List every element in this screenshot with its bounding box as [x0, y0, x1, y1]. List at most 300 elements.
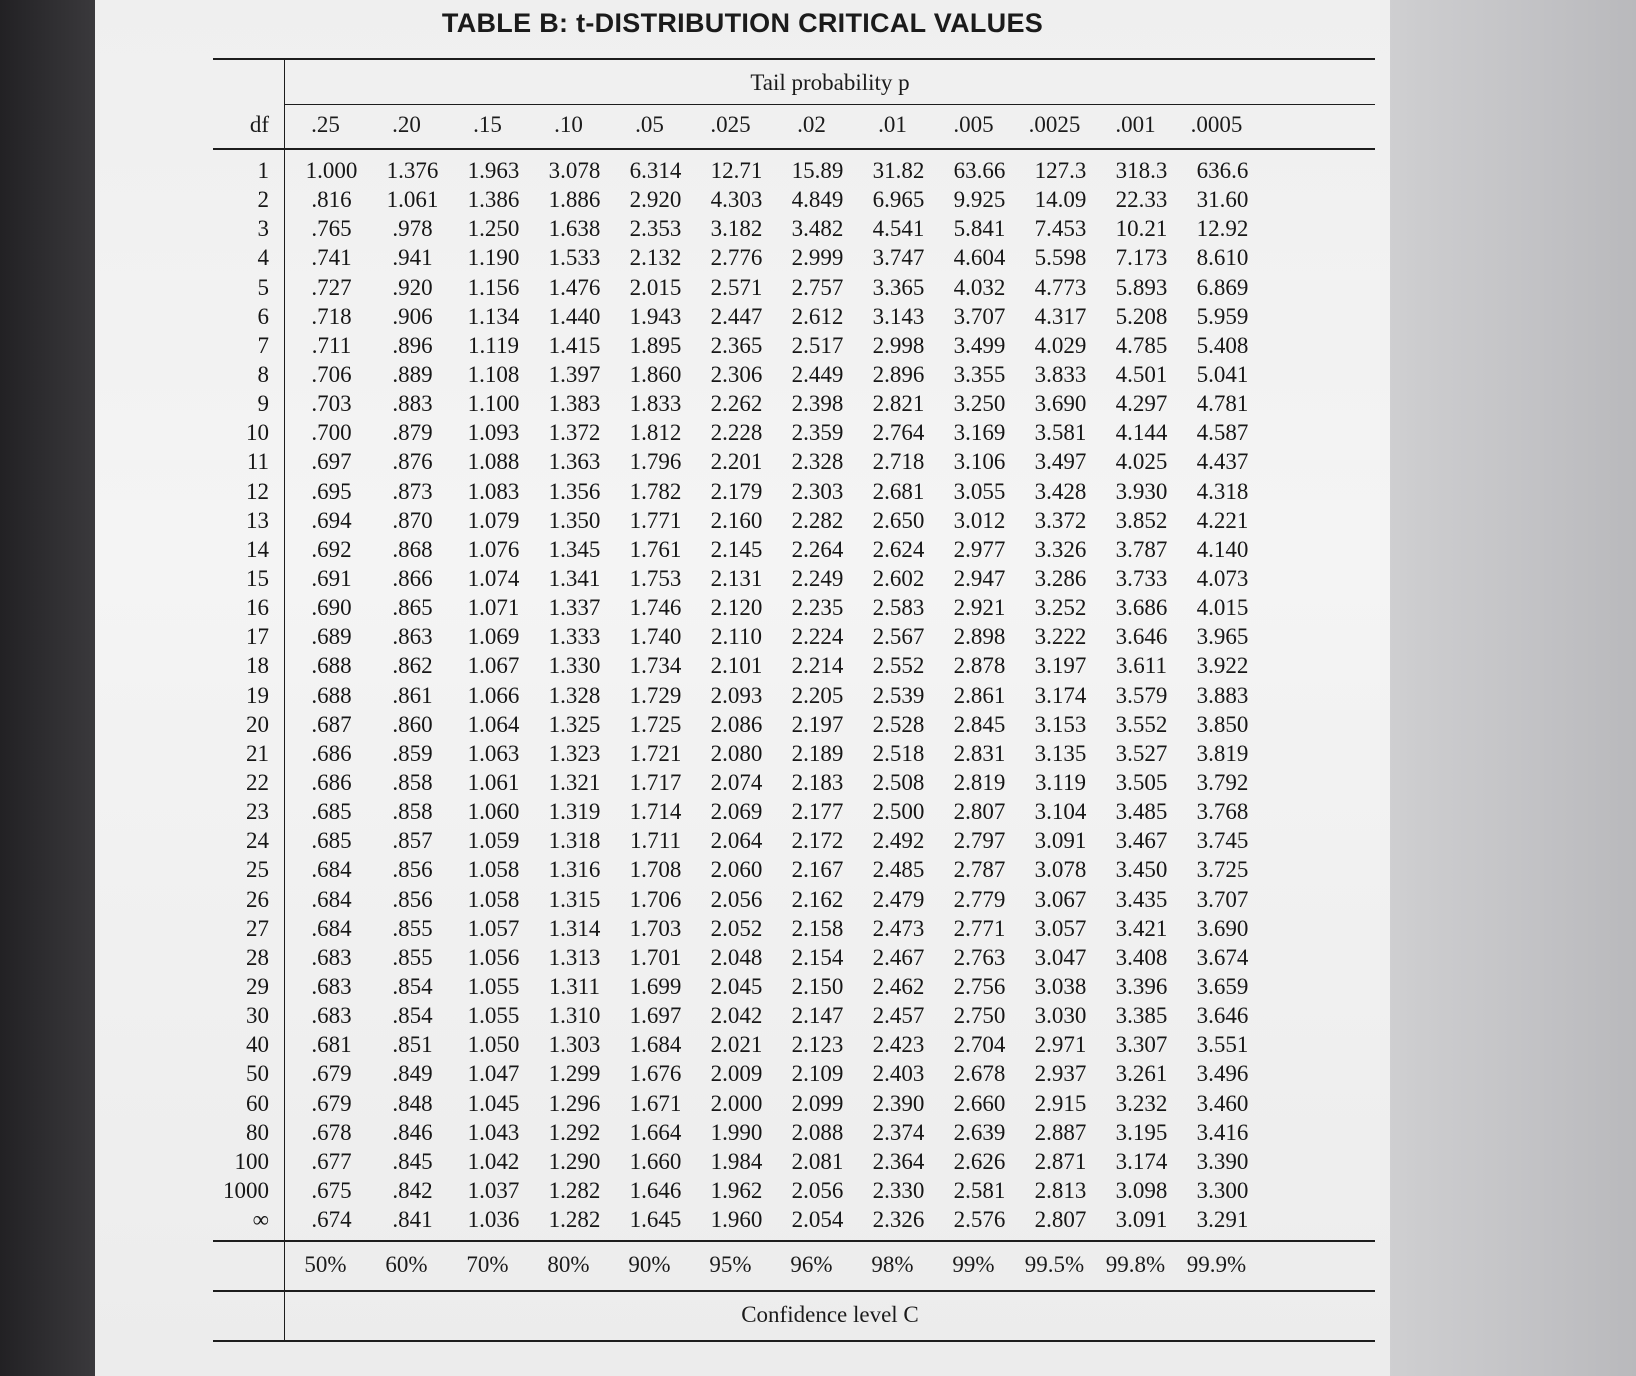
critical-value-cell: 1.156: [467, 274, 520, 300]
critical-value-cell: 5.893: [1115, 274, 1168, 300]
df-cell: 60: [246, 1090, 269, 1116]
critical-value-cell: 1.440: [548, 303, 601, 329]
critical-value-cell: 3.460: [1196, 1090, 1249, 1116]
critical-value-cell: 3.482: [791, 216, 844, 242]
critical-value-cell: 2.060: [710, 857, 763, 883]
table-row: [213, 681, 1375, 710]
critical-value-cell: 1.415: [548, 332, 601, 358]
critical-value-cell: 3.047: [1034, 944, 1087, 970]
table-row: [213, 914, 1375, 943]
critical-value-cell: 3.646: [1115, 624, 1168, 650]
critical-value-cell: 1.984: [710, 1148, 763, 1174]
critical-value-cell: 1.069: [467, 624, 520, 650]
df-cell: 40: [246, 1032, 269, 1058]
critical-value-cell: 4.501: [1115, 361, 1168, 387]
critical-value-cell: 3.611: [1116, 653, 1167, 679]
critical-value-cell: 2.179: [710, 478, 763, 504]
critical-value-cell: 1.088: [467, 449, 520, 475]
row-values: [291, 1118, 1263, 1147]
critical-value-cell: 3.067: [1034, 886, 1087, 912]
critical-value-cell: .677: [311, 1148, 352, 1174]
critical-value-cell: .883: [392, 391, 433, 417]
df-cell: 4: [257, 245, 269, 271]
critical-value-cell: 1.350: [548, 507, 601, 533]
critical-value-cell: .765: [311, 216, 352, 242]
row-values: [291, 535, 1263, 564]
critical-value-cell: 2.467: [872, 944, 925, 970]
table-row: [213, 564, 1375, 593]
critical-value-cell: 5.598: [1034, 245, 1087, 271]
table-row: [213, 389, 1375, 418]
critical-value-cell: 2.528: [872, 711, 925, 737]
critical-value-cell: 2.571: [710, 274, 763, 300]
critical-value-cell: 2.150: [791, 973, 844, 999]
critical-value-cell: 3.365: [872, 274, 925, 300]
table-row: [213, 622, 1375, 651]
critical-value-cell: .863: [392, 624, 433, 650]
critical-value-cell: 1.711: [630, 828, 681, 854]
table-row: [213, 972, 1375, 1001]
critical-value-cell: 2.303: [791, 478, 844, 504]
critical-value-cell: 2.045: [710, 973, 763, 999]
critical-value-cell: .690: [311, 595, 352, 621]
critical-value-cell: 1.067: [467, 653, 520, 679]
row-values: [291, 506, 1263, 535]
df-cell: 12: [246, 478, 269, 504]
critical-value-cell: 1.646: [629, 1177, 682, 1203]
critical-value-cell: 3.505: [1115, 769, 1168, 795]
critical-value-cell: 2.326: [872, 1207, 925, 1233]
critical-value-cell: .858: [392, 769, 433, 795]
critical-value-cell: 1.042: [467, 1148, 520, 1174]
critical-value-cell: .697: [311, 449, 352, 475]
table-row: [213, 506, 1375, 535]
df-cell: 16: [246, 595, 269, 621]
critical-value-cell: 2.718: [872, 449, 925, 475]
critical-value-cell: 2.639: [953, 1119, 1006, 1145]
critical-value-cell: 1.638: [548, 216, 601, 242]
critical-value-cell: 1.071: [467, 595, 520, 621]
critical-value-cell: 3.174: [1034, 682, 1087, 708]
critical-value-cell: .866: [392, 565, 433, 591]
critical-value-cell: 3.291: [1196, 1207, 1249, 1233]
row-values: [291, 156, 1263, 185]
critical-value-cell: 4.029: [1034, 332, 1087, 358]
critical-value-cell: 3.467: [1115, 828, 1168, 854]
critical-value-cell: 3.307: [1115, 1032, 1168, 1058]
critical-value-cell: .674: [311, 1207, 352, 1233]
critical-value-cell: 3.581: [1034, 420, 1087, 446]
critical-value-cell: 4.015: [1196, 595, 1249, 621]
critical-value-cell: 3.690: [1034, 391, 1087, 417]
critical-value-cell: 7.453: [1034, 216, 1087, 242]
critical-value-cell: 1.108: [467, 361, 520, 387]
confidence-level-label: Confidence level C: [741, 1302, 919, 1327]
critical-value-cell: 3.078: [1034, 857, 1087, 883]
table-row: [213, 156, 1375, 185]
critical-value-cell: 2.160: [710, 507, 763, 533]
critical-value-cell: 3.252: [1034, 595, 1087, 621]
critical-value-cell: 3.579: [1115, 682, 1168, 708]
tail-probability-header: .02: [797, 112, 826, 137]
critical-value-cell: 3.174: [1115, 1148, 1168, 1174]
critical-value-cell: 2.189: [791, 740, 844, 766]
critical-value-cell: .695: [311, 478, 352, 504]
critical-value-cell: 2.473: [872, 915, 925, 941]
critical-value-cell: 2.015: [629, 274, 682, 300]
critical-value-cell: 2.145: [710, 536, 763, 562]
tail-rule: [285, 104, 1375, 105]
critical-value-cell: 3.078: [548, 158, 601, 183]
critical-value-cell: 1.383: [548, 391, 601, 417]
critical-value-cell: 1.363: [548, 449, 601, 475]
table-row: [213, 651, 1375, 680]
critical-value-cell: 2.374: [872, 1119, 925, 1145]
critical-value-cell: 3.787: [1115, 536, 1168, 562]
critical-value-cell: 2.500: [872, 799, 925, 825]
critical-value-cell: 2.064: [710, 828, 763, 854]
row-values: [291, 1147, 1263, 1176]
critical-value-cell: 2.763: [953, 944, 1006, 970]
confidence-level-cell: 90%: [628, 1252, 671, 1277]
critical-value-cell: 3.153: [1034, 711, 1087, 737]
row-values: [291, 360, 1263, 389]
table-row: [213, 243, 1375, 272]
row-values: [291, 739, 1263, 768]
critical-value-cell: 3.659: [1196, 973, 1249, 999]
critical-value-cell: 1.746: [629, 595, 682, 621]
critical-value-cell: .727: [311, 274, 352, 300]
critical-value-cell: 2.479: [872, 886, 925, 912]
critical-value-cell: 2.120: [710, 595, 763, 621]
critical-value-cell: 2.771: [953, 915, 1006, 941]
row-values: [291, 564, 1263, 593]
tail-probability-header: .01: [878, 112, 907, 137]
critical-value-cell: 1.325: [548, 711, 601, 737]
table-row: [213, 447, 1375, 476]
critical-value-cell: 1.706: [629, 886, 682, 912]
df-cell: 14: [246, 536, 269, 562]
critical-value-cell: 4.221: [1196, 507, 1249, 533]
critical-value-cell: 7.173: [1115, 245, 1168, 271]
df-cell: 3: [257, 216, 269, 242]
critical-value-cell: 4.785: [1115, 332, 1168, 358]
critical-value-cell: 1.050: [467, 1032, 520, 1058]
critical-value-cell: 4.297: [1115, 391, 1168, 417]
critical-value-cell: .861: [392, 682, 433, 708]
critical-value-cell: 1.190: [467, 245, 520, 271]
confidence-level-cell: 99%: [952, 1252, 995, 1277]
critical-value-cell: 4.140: [1196, 536, 1249, 562]
df-cell: 7: [257, 332, 269, 358]
critical-value-cell: 31.82: [872, 158, 925, 183]
critical-value-cell: .873: [392, 478, 433, 504]
critical-value-cell: 2.552: [872, 653, 925, 679]
critical-value-cell: 1.886: [548, 187, 601, 213]
critical-value-cell: 3.104: [1034, 799, 1087, 825]
critical-value-cell: 2.999: [791, 245, 844, 271]
confidence-level-cell: 95%: [709, 1252, 752, 1277]
df-cell: 18: [246, 653, 269, 679]
critical-value-cell: 2.624: [872, 536, 925, 562]
critical-value-cell: 1.664: [629, 1119, 682, 1145]
critical-value-cell: 1.533: [548, 245, 601, 271]
critical-value-cell: 1.645: [629, 1207, 682, 1233]
critical-value-cell: 2.052: [710, 915, 763, 941]
critical-value-cell: 4.032: [953, 274, 1006, 300]
critical-value-cell: 2.750: [953, 1003, 1006, 1029]
row-values: [291, 943, 1263, 972]
critical-value-cell: 3.182: [710, 216, 763, 242]
critical-value-cell: 1.299: [548, 1061, 601, 1087]
critical-value-cell: 3.091: [1115, 1207, 1168, 1233]
critical-value-cell: 1.316: [548, 857, 601, 883]
critical-value-cell: 3.485: [1115, 799, 1168, 825]
critical-value-cell: 1.061: [386, 187, 439, 213]
critical-value-cell: 3.143: [872, 303, 925, 329]
critical-value-cell: 2.626: [953, 1148, 1006, 1174]
tail-probability-label: Tail probability p: [750, 70, 910, 95]
critical-value-cell: 14.09: [1034, 187, 1087, 213]
critical-value-cell: 2.576: [953, 1207, 1006, 1233]
tail-probability-header: .001: [1115, 112, 1156, 137]
critical-value-cell: .675: [311, 1177, 352, 1203]
critical-value-cell: .685: [311, 828, 352, 854]
row-values: [291, 885, 1263, 914]
critical-value-cell: 2.054: [791, 1207, 844, 1233]
critical-value-cell: 3.106: [953, 449, 1006, 475]
confidence-level-cell: 70%: [466, 1252, 509, 1277]
table-row: [213, 855, 1375, 884]
critical-value-cell: 3.690: [1196, 915, 1249, 941]
critical-value-cell: 1.943: [629, 303, 682, 329]
critical-value-cell: 2.201: [710, 449, 763, 475]
critical-value-cell: 1.963: [467, 158, 520, 183]
critical-value-cell: 2.920: [629, 187, 682, 213]
critical-value-cell: .678: [311, 1119, 352, 1145]
tail-probability-header: .15: [473, 112, 502, 137]
critical-value-cell: 2.977: [953, 536, 1006, 562]
critical-value-cell: 3.499: [953, 332, 1006, 358]
df-cell: 21: [246, 740, 269, 766]
critical-value-cell: 3.396: [1115, 973, 1168, 999]
df-cell: 8: [257, 361, 269, 387]
row-values: [291, 651, 1263, 680]
critical-value-cell: 3.725: [1196, 857, 1249, 883]
critical-value-cell: 3.057: [1034, 915, 1087, 941]
critical-value-cell: .896: [392, 332, 433, 358]
critical-value-cell: 2.650: [872, 507, 925, 533]
critical-value-cell: 1.782: [629, 478, 682, 504]
critical-value-cell: 2.306: [710, 361, 763, 387]
critical-value-cell: 5.208: [1115, 303, 1168, 329]
critical-value-cell: .845: [392, 1148, 433, 1174]
critical-value-cell: .688: [311, 682, 352, 708]
critical-value-cell: 5.408: [1196, 332, 1249, 358]
df-cell: 27: [246, 915, 269, 941]
df-cell: 80: [246, 1119, 269, 1145]
critical-value-cell: 2.807: [1034, 1207, 1087, 1233]
critical-value-cell: 12.92: [1196, 216, 1249, 242]
critical-value-cell: 2.764: [872, 420, 925, 446]
row-values: [291, 972, 1263, 1001]
critical-value-cell: 2.462: [872, 973, 925, 999]
critical-value-cell: 2.492: [872, 828, 925, 854]
critical-value-cell: 2.110: [711, 624, 762, 650]
critical-value-cell: 3.852: [1115, 507, 1168, 533]
critical-value-cell: 2.971: [1034, 1032, 1087, 1058]
critical-value-cell: 1.282: [548, 1177, 601, 1203]
critical-value-cell: 3.496: [1196, 1061, 1249, 1087]
critical-value-cell: 22.33: [1115, 187, 1168, 213]
df-cell: 25: [246, 857, 269, 883]
row-values: [291, 273, 1263, 302]
critical-value-cell: 2.915: [1034, 1090, 1087, 1116]
df-cell: 10: [246, 420, 269, 446]
critical-value-cell: .686: [311, 740, 352, 766]
critical-value-cell: .679: [311, 1061, 352, 1087]
critical-value-cell: .711: [311, 332, 352, 358]
critical-value-cell: 1.734: [629, 653, 682, 679]
critical-value-cell: 1.055: [467, 973, 520, 999]
critical-value-cell: 127.3: [1034, 158, 1087, 183]
table-row: [213, 593, 1375, 622]
row-values: [291, 681, 1263, 710]
table-row: [213, 1001, 1375, 1030]
table-row: [213, 1030, 1375, 1059]
critical-value-cell: 2.056: [710, 886, 763, 912]
confidence-level-cell: 99.8%: [1105, 1252, 1166, 1277]
critical-value-cell: 2.214: [791, 653, 844, 679]
tail-probability-headers: [285, 112, 1257, 146]
critical-value-cell: 2.074: [710, 769, 763, 795]
critical-value-cell: 3.372: [1034, 507, 1087, 533]
critical-value-cell: 2.602: [872, 565, 925, 591]
critical-value-cell: 2.921: [953, 595, 1006, 621]
critical-value-cell: 1.055: [467, 1003, 520, 1029]
critical-value-cell: 2.264: [791, 536, 844, 562]
critical-value-cell: 1.701: [629, 944, 682, 970]
critical-value-cell: 2.086: [710, 711, 763, 737]
critical-value-cell: 2.154: [791, 944, 844, 970]
critical-value-cell: 3.428: [1034, 478, 1087, 504]
row-values: [291, 1176, 1263, 1205]
critical-value-cell: 2.887: [1034, 1119, 1087, 1145]
df-cell: 11: [246, 449, 269, 475]
df-cell: 29: [246, 973, 269, 999]
critical-value-cell: .679: [311, 1090, 352, 1116]
critical-value-cell: 2.457: [872, 1003, 925, 1029]
critical-value-cell: 3.686: [1115, 595, 1168, 621]
df-cell: ∞: [252, 1207, 269, 1233]
critical-value-cell: 1.337: [548, 595, 601, 621]
critical-value-cell: 3.326: [1034, 536, 1087, 562]
critical-value-cell: .683: [311, 1003, 352, 1029]
df-cell: 6: [257, 303, 269, 329]
body-rule: [213, 1240, 1375, 1242]
df-cell: 2: [257, 187, 269, 213]
critical-value-cell: 63.66: [953, 158, 1006, 183]
critical-value-cell: .687: [311, 711, 352, 737]
table-row: [213, 943, 1375, 972]
row-values: [291, 710, 1263, 739]
critical-value-cell: 1.356: [548, 478, 601, 504]
critical-value-cell: 2.000: [710, 1090, 763, 1116]
critical-value-cell: 2.878: [953, 653, 1006, 679]
critical-value-cell: 1.345: [548, 536, 601, 562]
critical-value-cell: 1.058: [467, 886, 520, 912]
critical-value-cell: 3.745: [1196, 828, 1249, 854]
table-row: [213, 273, 1375, 302]
critical-value-cell: 2.681: [872, 478, 925, 504]
table-row: [213, 768, 1375, 797]
critical-value-cell: 2.162: [791, 886, 844, 912]
critical-value-cell: .857: [392, 828, 433, 854]
confidence-level-cell: 96%: [790, 1252, 833, 1277]
df-cell: 15: [246, 565, 269, 591]
critical-value-cell: 2.831: [953, 740, 1006, 766]
critical-value-cell: 1.729: [629, 682, 682, 708]
critical-value-cell: 3.930: [1115, 478, 1168, 504]
critical-value-cell: 2.517: [791, 332, 844, 358]
row-values: [291, 243, 1263, 272]
critical-value-cell: 1.083: [467, 478, 520, 504]
table-row: [213, 1059, 1375, 1088]
critical-value-cell: 3.833: [1034, 361, 1087, 387]
critical-value-cell: 3.922: [1196, 653, 1249, 679]
critical-value-cell: 636.6: [1196, 158, 1249, 183]
critical-value-cell: 3.552: [1115, 711, 1168, 737]
critical-value-cell: 2.403: [872, 1061, 925, 1087]
critical-value-cell: .856: [392, 857, 433, 883]
critical-value-cell: 1.725: [629, 711, 682, 737]
critical-value-cell: 1.296: [548, 1090, 601, 1116]
df-cell: 17: [246, 624, 269, 650]
critical-value-cell: 1.703: [629, 915, 682, 941]
df-cell: 24: [246, 828, 269, 854]
critical-value-cell: 3.965: [1196, 624, 1249, 650]
critical-value-cell: 1.476: [548, 274, 601, 300]
critical-value-cell: .692: [311, 536, 352, 562]
critical-value-cell: 2.567: [872, 624, 925, 650]
critical-value-cell: 4.073: [1196, 565, 1249, 591]
critical-value-cell: 3.883: [1196, 682, 1249, 708]
critical-value-cell: 3.646: [1196, 1003, 1249, 1029]
confidence-rule: [213, 1290, 1375, 1292]
critical-value-cell: .849: [392, 1061, 433, 1087]
critical-value-cell: 2.021: [710, 1032, 763, 1058]
critical-value-cell: .846: [392, 1119, 433, 1145]
critical-value-cell: .854: [392, 1003, 433, 1029]
critical-value-cell: 3.055: [953, 478, 1006, 504]
row-values: [291, 855, 1263, 884]
critical-value-cell: 6.869: [1196, 274, 1249, 300]
critical-value-cell: 3.195: [1115, 1119, 1168, 1145]
critical-value-cell: 1.962: [710, 1177, 763, 1203]
textbook-page: [95, 0, 1390, 1376]
critical-value-cell: 2.042: [710, 1003, 763, 1029]
critical-value-cell: .879: [392, 420, 433, 446]
row-values: [291, 1089, 1263, 1118]
critical-value-cell: 4.587: [1196, 420, 1249, 446]
critical-value-cell: 2.197: [791, 711, 844, 737]
critical-value-cell: 5.959: [1196, 303, 1249, 329]
critical-value-cell: 1.321: [548, 769, 601, 795]
critical-value-cell: 2.807: [953, 799, 1006, 825]
critical-value-cell: 2.147: [791, 1003, 844, 1029]
critical-value-cell: .703: [311, 391, 352, 417]
critical-value-cell: .683: [311, 944, 352, 970]
